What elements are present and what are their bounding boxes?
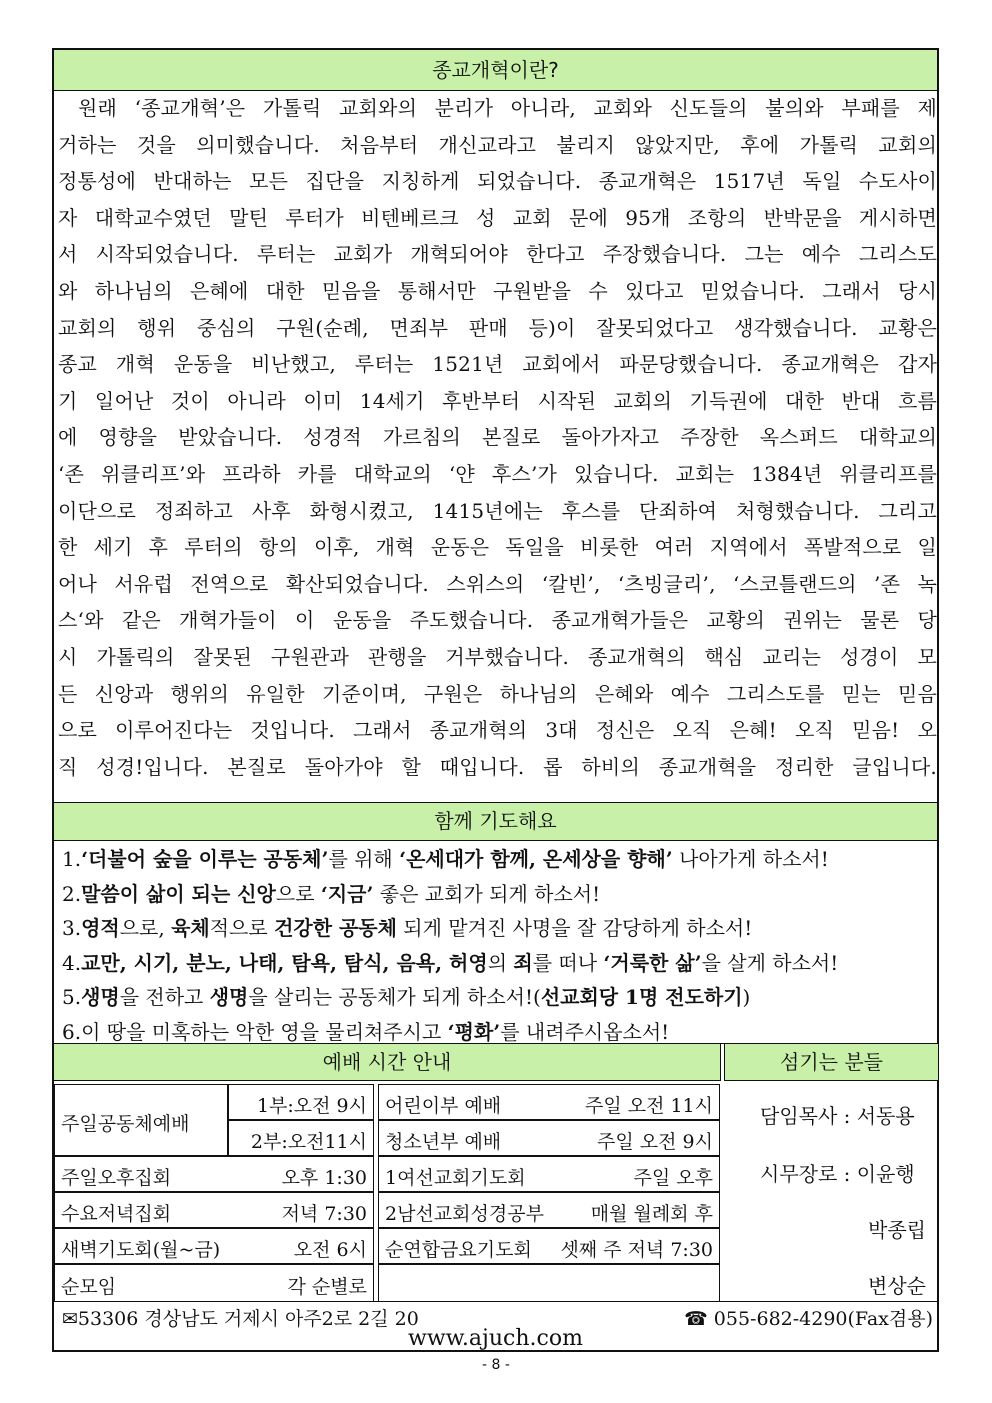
men-label: 2남선교회성경공부 (385, 1203, 544, 1225)
prayer-text: 으로 (275, 881, 321, 906)
pastor: 담임목사 : 서동용 (760, 1104, 915, 1128)
empty-cell (378, 1264, 720, 1302)
prayer-text: 5. (62, 985, 82, 1009)
children-label: 어린이부 예배 (385, 1095, 502, 1117)
bulletin-page (52, 48, 939, 1352)
article-line: 교회의 행위 중심의 구원(순례, 면죄부 판매 등)이 잘못되었다고 생각했습니다. 교황은 (58, 315, 937, 340)
staff-list (726, 1084, 936, 1302)
dawn-cell (54, 1228, 374, 1264)
reformation-article (58, 90, 937, 785)
article-line: 으로 이루어진다는 것입니다. 그래서 종교개혁의 3대 정신은 오직 은혜! 오직 믿음! 오 (58, 718, 937, 743)
prayer-item (62, 842, 932, 877)
prayer-text: 3. (62, 916, 82, 940)
elder: 시무장로 : 이윤행 (760, 1162, 915, 1186)
phone-icon: ☎ (684, 1308, 714, 1330)
dawn-time: 오전 6시 (293, 1239, 367, 1261)
prayer-emphasis: 영적 (81, 916, 120, 940)
prayer-text: 적으로 (209, 916, 275, 940)
article-line: 원래 ‘종교개혁’은 가톨릭 교회와의 분리가 아니라, 교회와 신도들의 불의와 부패를 제 (78, 96, 937, 120)
prayer-emphasis: ‘더불어 숲을 이루는 공동체’ (81, 847, 329, 871)
prayer-text: 나아가게 하소서! (672, 847, 829, 871)
prayer-text: 4. (62, 950, 82, 975)
article-line: 시 가톨릭의 잘못된 구원관과 관행을 거부했습니다. 종교개혁의 핵심 교리는 성경이 모 (58, 644, 937, 669)
article-line: 직 성경!입니다. 본질로 돌아가야 할 때입니다. 롭 하비의 종교개혁을 정리한 글입니다. (58, 754, 937, 779)
prayer-item (62, 980, 932, 1015)
cell-group-time: 각 순별로 (287, 1276, 367, 1298)
staff-title: 섬기는 분들 (724, 1044, 938, 1081)
women-label: 1여선교회기도회 (385, 1167, 526, 1189)
prayer-text: 의 (487, 950, 514, 975)
article-line: 자 대학교수였던 말틴 루터가 비텐베르크 성 교회 문에 95개 조항의 반박문을 게시하면 (58, 205, 937, 230)
prayer-text: 2. (62, 881, 82, 906)
prayer-text: 1. (62, 847, 82, 871)
cell-group-label: 순모임 (61, 1276, 117, 1298)
prayer-text: ) (742, 985, 751, 1009)
article-line: ‘존 위클리프’와 프라하 카를 대학교의 ‘얀 후스’가 있습니다. 교회는 1384년 위클리프를 (58, 461, 937, 486)
prayer-text: 되게 맡겨진 사명을 잘 감당하게 하소서! (396, 916, 753, 940)
afternoon-time: 오후 1:30 (281, 1167, 367, 1189)
article-line: 이단으로 정죄하고 사후 화형시켰고, 1415년에는 후스를 단죄하여 처형했습니다. 그리고 (58, 498, 937, 523)
prayer-text: 를 떠나 (532, 950, 604, 975)
prayer-list (62, 842, 932, 1049)
article-line: 한 세기 후 루터의 항의 이후, 개혁 운동은 독일을 비롯한 여러 지역에서 폭발적으로 일 (58, 535, 937, 560)
footer (54, 1301, 937, 1352)
article-line: 종교 개혁 운동을 비난했고, 루터는 1521년 교회에서 파문당했습니다. 종교개혁은 갑자 (58, 352, 937, 377)
prayer-text: 를 내려주시옵소서! (500, 1019, 670, 1044)
men-time: 매월 월례회 후 (590, 1203, 713, 1225)
prayer-emphasis: ‘평화’ (447, 1019, 501, 1044)
union-label: 순연합금요기도회 (385, 1239, 532, 1261)
schedule-title: 예배 시간 안내 (54, 1044, 721, 1081)
women-time: 주일 오후 (633, 1167, 713, 1189)
wednesday-time: 저녁 7:30 (281, 1203, 367, 1225)
article-line: 어나 서유럽 전역으로 확산되었습니다. 스위스의 ‘칼빈’, ‘츠빙글리’, ‘스코틀랜드의 ’존 녹 (58, 571, 937, 596)
wednesday-label: 수요저녁집회 (61, 1203, 172, 1225)
youth-label: 청소년부 예배 (385, 1131, 502, 1153)
website-link[interactable]: www.ajuch.com (408, 1326, 583, 1351)
elder-2: 박종립 (868, 1218, 926, 1242)
prayer-text: 좋은 교회가 되게 하소서! (373, 881, 601, 906)
prayer-emphasis: ‘거룩한 삶’ (603, 950, 702, 975)
dawn-label: 새벽기도회(월~금) (61, 1239, 221, 1261)
schedule-table (54, 1084, 720, 1302)
cell-group-cell (54, 1264, 374, 1302)
prayer-emphasis: 말씀이 삶이 되는 신앙 (81, 881, 276, 906)
prayer-emphasis: 생명 (81, 985, 120, 1009)
children-cell (378, 1084, 720, 1120)
sunday-first-time: 1부:오전 9시 (256, 1095, 367, 1117)
article-line: 서 시작되었습니다. 루터는 교회가 개혁되어야 한다고 주장했습니다. 그는 예수 그리스도 (58, 242, 937, 267)
afternoon-label: 주일오후집회 (61, 1167, 172, 1189)
afternoon-cell (54, 1156, 374, 1192)
wednesday-cell (54, 1192, 374, 1228)
mail-icon: ✉ (62, 1308, 78, 1330)
women-cell (378, 1156, 720, 1192)
sunday-second-time: 2부:오전11시 (250, 1131, 367, 1153)
union-cell (378, 1228, 720, 1264)
article-line: 와 하나님의 은혜에 대한 믿음을 통해서만 구원받을 수 있다고 믿었습니다. 그래서 당시 (58, 278, 937, 303)
prayer-emphasis: ‘지금’ (320, 881, 374, 906)
phone-number: 055-682-4290(Fax겸용) (713, 1308, 933, 1330)
prayer-emphasis: 생명 (209, 985, 249, 1009)
youth-cell (378, 1120, 720, 1156)
article-line: 에 영향을 받았습니다. 성경적 가르침의 본질로 돌아가자고 주장한 옥스퍼드 대학교의 (58, 425, 937, 450)
article-line: 정통성에 반대하는 모든 집단을 지칭하게 되었습니다. 종교개혁은 1517년 독일 수도사이 (58, 169, 937, 194)
prayer-emphasis: 선교회당 1명 전도하기 (540, 985, 743, 1009)
article-line: 거하는 것을 의미했습니다. 처음부터 개신교라고 불리지 않았지만, 후에 가톨릭 교회의 (58, 132, 937, 157)
prayer-emphasis: 육체 (171, 916, 210, 940)
men-cell (378, 1192, 720, 1228)
sunday-first-cell (228, 1084, 374, 1120)
prayer-title: 함께 기도해요 (54, 802, 937, 841)
article-line: 스‘와 같은 개혁가들이 이 운동을 주도했습니다. 종교개혁가들은 교황의 권위는 물론 당 (58, 608, 937, 633)
prayer-emphasis: 죄 (513, 950, 533, 975)
page-number: - 8 - (482, 1357, 510, 1373)
prayer-text: 으로, (119, 916, 172, 940)
prayer-text: 을 전하고 (119, 985, 210, 1009)
elder-3: 변상순 (868, 1274, 926, 1298)
prayer-emphasis: 교만, 시기, 분노, 나태, 탐욕, 탐식, 음욕, 허영 (81, 950, 488, 975)
sunday-service-label: 주일공동체예배 (61, 1113, 190, 1135)
prayer-text: 을 살리는 공동체가 되게 하소서!( (248, 985, 541, 1009)
article-line: 든 신앙과 행위의 유일한 기준이며, 구원은 하나님의 은혜와 예수 그리스도를 믿는 믿음 (58, 681, 937, 706)
prayer-item (62, 946, 932, 981)
sunday-service-cell (54, 1084, 228, 1156)
prayer-emphasis: 건강한 공동체 (274, 916, 397, 940)
prayer-text: 6.이 땅을 미혹하는 악한 영을 물리쳐주시고 (62, 1019, 448, 1044)
prayer-text: 를 위해 (328, 847, 400, 871)
union-time: 셋째 주 저녁 7:30 (560, 1239, 713, 1261)
prayer-item (62, 911, 932, 946)
children-time: 주일 오전 11시 (584, 1095, 713, 1117)
prayer-item (62, 877, 932, 912)
prayer-text: 을 살게 하소서! (701, 950, 839, 975)
article-line: 기 일어난 것이 아니라 이미 14세기 후반부터 시작된 교회의 기득권에 대한 반대 흐름 (58, 388, 937, 413)
worship-schedule-section (54, 1043, 937, 1302)
sunday-second-cell (228, 1120, 374, 1156)
prayer-emphasis: ‘온세대가 함께, 온세상을 향해’ (399, 847, 673, 871)
address-text: 53306 경상남도 거제시 아주2로 2길 20 (77, 1308, 419, 1330)
reformation-title: 종교개혁이란? (54, 50, 937, 91)
youth-time: 주일 오전 9시 (597, 1131, 713, 1153)
